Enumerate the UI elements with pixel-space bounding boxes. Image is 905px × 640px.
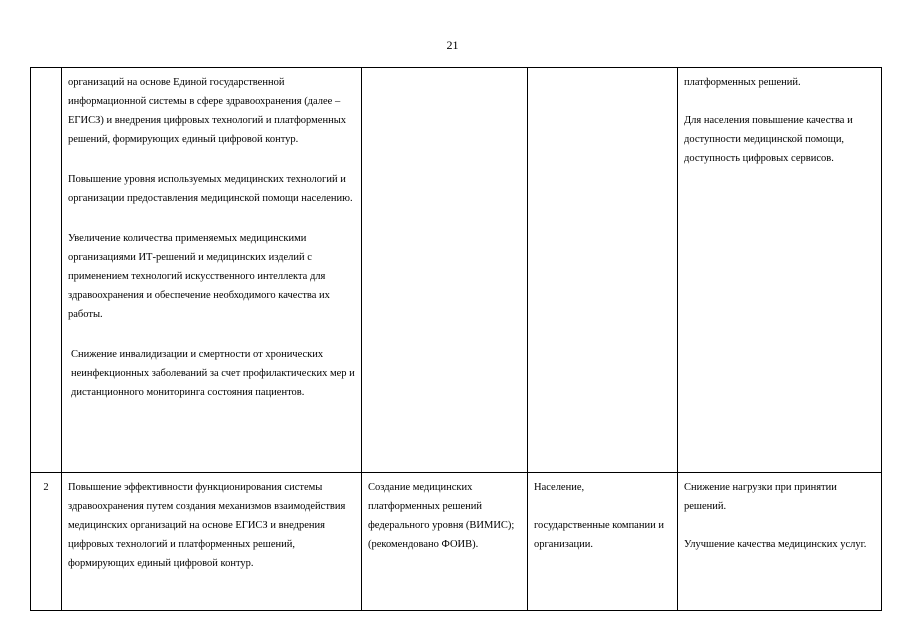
goal-paragraph: Увеличение количества применяемых медицинскими организациями ИТ-решений и медицинских изделий с применением технологий искусственного интеллекта для здравоохранения и обеспечение необходимого качества их работы. xyxy=(68,233,330,320)
effect-paragraph: Для населения повышение качества и доступности медицинской помощи, доступность цифровых сервисов. xyxy=(684,115,853,164)
effect-paragraph: Улучшение качества медицинских услуг. xyxy=(684,539,867,550)
beneficiary-paragraph: государственные компании и организации. xyxy=(534,520,664,550)
table-row xyxy=(31,68,882,473)
goal-paragraph: организаций на основе Единой государственной информационной системы в сфере здравоохранения (далее – ЕГИСЗ) и внедрения цифровых технологий и платформенных решений, формирующих единый цифровой контур. xyxy=(68,77,346,145)
row-number-cell xyxy=(31,68,62,473)
goals-cell xyxy=(62,473,362,611)
goals-cell xyxy=(62,68,362,473)
table-row xyxy=(31,473,882,611)
document-table xyxy=(30,67,882,611)
results-cell xyxy=(362,473,528,611)
result-paragraph: (рекомендовано ФОИВ). xyxy=(368,539,479,550)
goal-paragraph: Снижение инвалидизации и смертности от хронических неинфекционных заболеваний за счет профилактических мер и дистанционного мониторинга состояния пациентов. xyxy=(71,349,355,398)
effects-cell xyxy=(678,68,882,473)
beneficiary-paragraph: Население, xyxy=(534,482,585,493)
result-paragraph: Создание медицинских платформенных решений федерального уровня (ВИМИС); xyxy=(368,482,515,531)
effect-paragraph: Снижение нагрузки при принятии решений. xyxy=(684,482,837,512)
beneficiaries-cell xyxy=(528,473,678,611)
beneficiaries-cell xyxy=(528,68,678,473)
results-cell xyxy=(362,68,528,473)
row-number-cell: 2 xyxy=(31,473,62,611)
goal-paragraph: Повышение эффективности функционирования системы здравоохранения путем создания механизмов взаимодействия медицинских организаций на основе ЕГИСЗ и внедрения цифровых технологий и платформенных решений, формирующих единый цифровой контур. xyxy=(68,482,346,569)
page-number: 21 xyxy=(446,38,459,52)
goal-paragraph: Повышение уровня используемых медицинских технологий и организации предоставления медицинской помощи населению. xyxy=(68,174,353,204)
effects-cell xyxy=(678,473,882,611)
effect-paragraph: платформенных решений. xyxy=(684,77,801,88)
